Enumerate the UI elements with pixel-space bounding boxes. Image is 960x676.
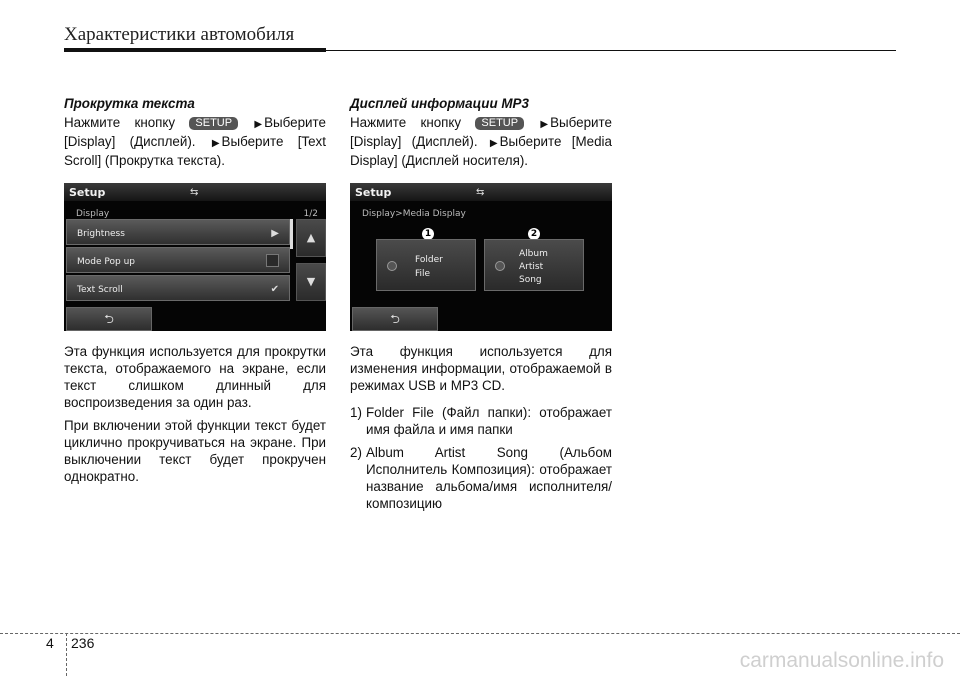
screen-title: Setup bbox=[69, 186, 106, 199]
callout-badge-1: 1 bbox=[422, 228, 434, 240]
section-heading-mp3-display: Дисплей информации MP3 bbox=[350, 96, 529, 111]
page-header-title: Характеристики автомобиля bbox=[64, 24, 295, 45]
screen-title-bar bbox=[64, 183, 326, 201]
instr-pre: Нажмите кнопку bbox=[64, 115, 176, 130]
usb-icon: ⇆ bbox=[190, 187, 199, 198]
header-rule-thin bbox=[326, 50, 896, 51]
menu-row-text-scroll[interactable] bbox=[66, 275, 290, 301]
menu-row-label: Brightness bbox=[77, 229, 125, 239]
option-line: File bbox=[415, 269, 431, 279]
back-button[interactable] bbox=[66, 307, 152, 331]
media-display-screen bbox=[350, 183, 612, 331]
instr-pre: Нажмите кнопку bbox=[350, 115, 462, 130]
back-arrow-icon: ⮌ bbox=[104, 312, 114, 326]
footer-rule bbox=[0, 633, 960, 634]
instr-post2: Выберите [Media Display] (Дисплей носителя). bbox=[350, 134, 612, 168]
back-button[interactable] bbox=[352, 307, 438, 331]
scroll-down-button[interactable] bbox=[296, 263, 326, 301]
option-line: Artist bbox=[519, 262, 544, 272]
radio-icon bbox=[495, 261, 505, 271]
option-album-artist-song[interactable] bbox=[484, 239, 584, 291]
section-heading-text-scroll: Прокрутка текста bbox=[64, 96, 195, 111]
instr-post: Выберите [Display] (Дисплей). bbox=[350, 115, 612, 149]
setup-key-badge: SETUP bbox=[189, 117, 238, 130]
description-paragraph-2: При включении этой функции текст будет циклично прокручиваться на экране. При выключении текст будет прокручен однократно. bbox=[64, 418, 326, 484]
arrow-right-icon: ▶ bbox=[211, 138, 220, 149]
checkmark-icon: ✔ bbox=[270, 284, 279, 295]
screen-title: Setup bbox=[355, 186, 392, 199]
description-paragraph-1: Эта функция используется для изменения информации, отображаемой в режимах USB и MP3 CD. bbox=[350, 344, 612, 393]
screen-subtitle: Display bbox=[76, 209, 110, 219]
instructions-mp3-display bbox=[350, 114, 612, 169]
list-text: Album Artist Song (Альбом Исполнитель Композиция): отображает название альбома/имя исполнителя/композицию bbox=[366, 445, 612, 511]
header-rule-thick bbox=[64, 48, 326, 52]
radio-icon bbox=[387, 261, 397, 271]
watermark-text: carmanualsonline.info bbox=[739, 649, 944, 672]
option-line: Album bbox=[519, 249, 548, 259]
left-column bbox=[64, 95, 326, 485]
list-item-2 bbox=[350, 444, 612, 512]
screen-page-indicator: 1/2 bbox=[303, 209, 318, 219]
option-line: Folder bbox=[415, 255, 443, 265]
menu-row-label: Mode Pop up bbox=[77, 257, 135, 267]
page-number: 236 bbox=[71, 635, 95, 651]
list-item-1 bbox=[350, 404, 612, 438]
setup-display-screen bbox=[64, 183, 326, 331]
back-arrow-icon: ⮌ bbox=[390, 312, 400, 326]
menu-row-brightness[interactable] bbox=[66, 219, 290, 245]
triangle-down-icon: ▼ bbox=[306, 275, 316, 288]
callout-badge-2: 2 bbox=[528, 228, 540, 240]
instr-post2: Выберите [Text Scroll] (Прокрутка текста). bbox=[64, 134, 326, 168]
footer-divider bbox=[66, 633, 67, 676]
description-paragraph-1: Эта функция используется для прокрутки текста, отображаемого на экране, если текст слишком длинный для воспроизведения за один раз. bbox=[64, 344, 326, 410]
arrow-right-icon: ▶ bbox=[540, 119, 549, 130]
menu-row-label: Text Scroll bbox=[77, 285, 123, 295]
usb-icon: ⇆ bbox=[476, 187, 485, 198]
menu-row-mode-pop-up[interactable] bbox=[66, 247, 290, 273]
option-folder-file[interactable] bbox=[376, 239, 476, 291]
scroll-up-button[interactable] bbox=[296, 219, 326, 257]
arrow-right-icon: ▶ bbox=[254, 119, 263, 130]
screen-title-bar bbox=[350, 183, 612, 201]
checkbox-empty-icon bbox=[266, 254, 279, 267]
arrow-right-icon: ▶ bbox=[489, 138, 498, 149]
setup-key-badge: SETUP bbox=[475, 117, 524, 130]
play-arrow-icon: ▶ bbox=[271, 228, 279, 239]
chapter-number: 4 bbox=[46, 635, 54, 651]
list-number: 1) bbox=[350, 405, 362, 420]
screen-subtitle: Display>Media Display bbox=[362, 209, 466, 219]
option-line: Song bbox=[519, 275, 542, 285]
scrollbar-thumb[interactable] bbox=[290, 219, 293, 249]
instr-post: Выберите [Display] (Дисплей). bbox=[64, 115, 326, 149]
triangle-up-icon: ▲ bbox=[306, 231, 316, 244]
list-number: 2) bbox=[350, 445, 362, 460]
right-column bbox=[350, 95, 612, 512]
instructions-text-scroll bbox=[64, 114, 326, 169]
list-text: Folder File (Файл папки): отображает имя файла и имя папки bbox=[366, 405, 612, 437]
